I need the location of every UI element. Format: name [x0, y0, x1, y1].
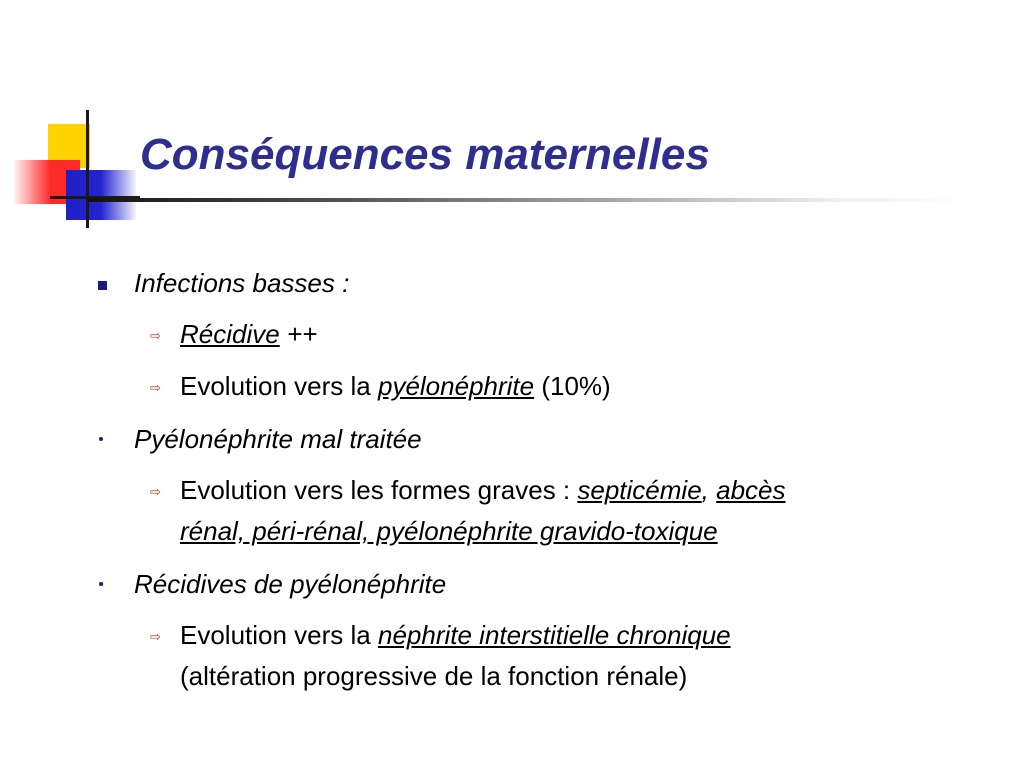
square-bullet-icon: [98, 281, 107, 290]
text-run: ++: [279, 319, 318, 349]
slide-title: Conséquences maternelles: [140, 130, 710, 179]
logo-vertical-line: [86, 110, 89, 228]
text-run: Evolution vers la: [180, 620, 378, 650]
text-run: abcès: [716, 475, 786, 505]
list-item-continuation: [180, 656, 687, 697]
text-run: Evolution vers la: [180, 371, 378, 401]
text-run: Evolution vers les formes graves :: [180, 475, 578, 505]
title-underline: [88, 198, 968, 202]
list-item: [180, 470, 786, 511]
decorative-logo: [10, 108, 140, 233]
list-item: [180, 615, 731, 656]
text-run: rénal, péri-rénal, pyélonéphrite gravido-toxique: [180, 516, 718, 546]
section-heading: Pyélonéphrite mal traitée: [134, 424, 422, 454]
text-run: (10%): [534, 371, 611, 401]
text-run: Récidive: [180, 319, 280, 349]
arrow-bullet-icon: ⇨: [150, 484, 161, 499]
dot-bullet-icon: [99, 582, 103, 586]
text-run: pyélonéphrite: [377, 371, 535, 401]
arrow-bullet-icon: ⇨: [150, 328, 161, 343]
list-item-continuation: [180, 511, 718, 552]
text-run: néphrite interstitielle chronique: [377, 620, 731, 650]
list-item: [180, 314, 317, 355]
arrow-bullet-icon: ⇨: [150, 629, 161, 644]
logo-blue-square: [66, 170, 136, 220]
arrow-bullet-icon: ⇨: [150, 380, 161, 395]
text-run: (altération progressive de la fonction rénale): [180, 661, 688, 691]
section-heading: Récidives de pyélonéphrite: [134, 569, 447, 599]
text-run: septicémie: [577, 475, 702, 505]
section-heading: Infections basses :: [134, 268, 350, 298]
dot-bullet-icon: [99, 437, 103, 441]
list-item: [180, 366, 611, 407]
text-run: ,: [701, 475, 717, 505]
